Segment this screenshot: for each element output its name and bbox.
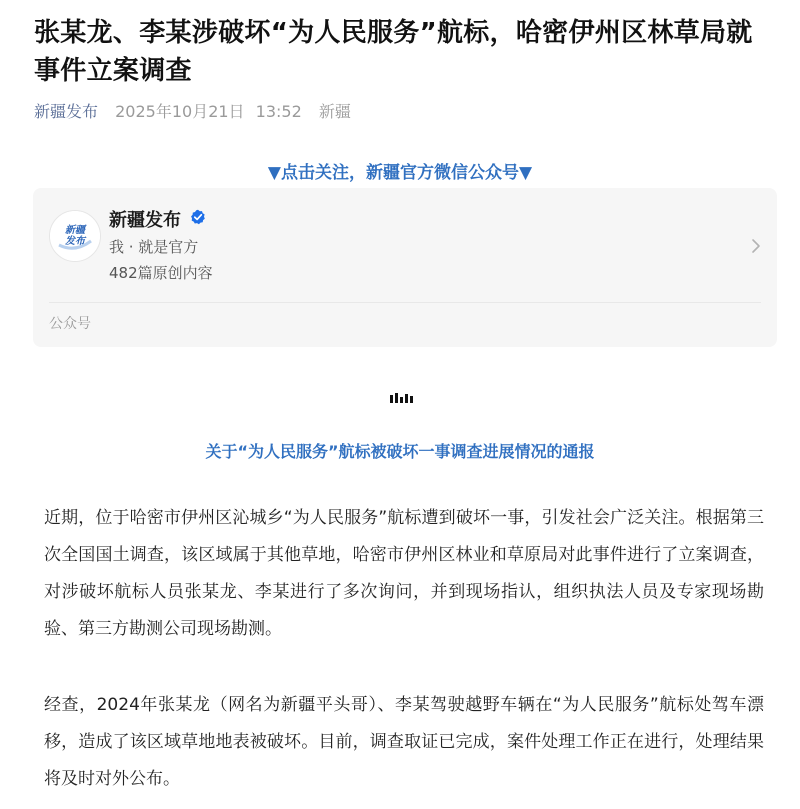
chevron-right-icon[interactable] — [751, 238, 761, 258]
original-content-count: 482篇原创内容 — [109, 264, 213, 282]
profile-name-row — [109, 208, 206, 234]
avatar-text-line-2: 发布 — [65, 236, 85, 247]
profile-name: 新疆发布 — [109, 210, 181, 231]
notice-title: 关于“为人民服务”航标被破坏一事调查进展情况的通报 — [205, 442, 595, 461]
section-bars-icon — [390, 388, 416, 407]
card-divider — [49, 302, 761, 303]
publish-time: 13:52 — [255, 102, 302, 121]
publish-location: 新疆 — [318, 102, 351, 121]
avatar — [49, 210, 101, 262]
follow-banner[interactable]: ▼点击关注，新疆官方微信公众号▼ — [267, 163, 533, 183]
profile-card[interactable] — [33, 188, 777, 347]
article-title: 张某龙、李某涉破坏“为人民服务”航标，哈密伊州区林草局就事件立案调查 — [34, 18, 753, 86]
avatar-text-line-1: 新疆 — [65, 225, 85, 236]
body-paragraph: 经查，2024年张某龙（网名为新疆平头哥）、李某驾驶越野车辆在“为人民服务”航标处驾车漂移，造成了该区域草地地表被破坏。目前，调查取证已完成，案件处理工作正在进行，处理结果将及时对外公布。 — [44, 695, 764, 789]
avatar-logo-icon — [50, 211, 100, 261]
publish-date: 2025年10月21日 — [115, 102, 245, 121]
card-footer-label: 公众号 — [49, 316, 91, 332]
profile-slogan: 我 · 就是官方 — [109, 238, 199, 256]
verified-check-icon — [190, 207, 206, 233]
account-link[interactable]: 新疆发布 — [34, 102, 99, 121]
body-paragraph: 近期，位于哈密市伊州区沁城乡“为人民服务”航标遭到破坏一事，引发社会广泛关注。根据第三次全国国土调查，该区域属于其他草地，哈密市伊州区林业和草原局对此事件进行了立案调查，对涉破坏航标人员张某龙、李某进行了多次询问，并到现场指认，组织执法人员及专家现场勘验、第三方勘测公司现场勘测。 — [44, 508, 764, 639]
article-meta — [34, 100, 351, 124]
